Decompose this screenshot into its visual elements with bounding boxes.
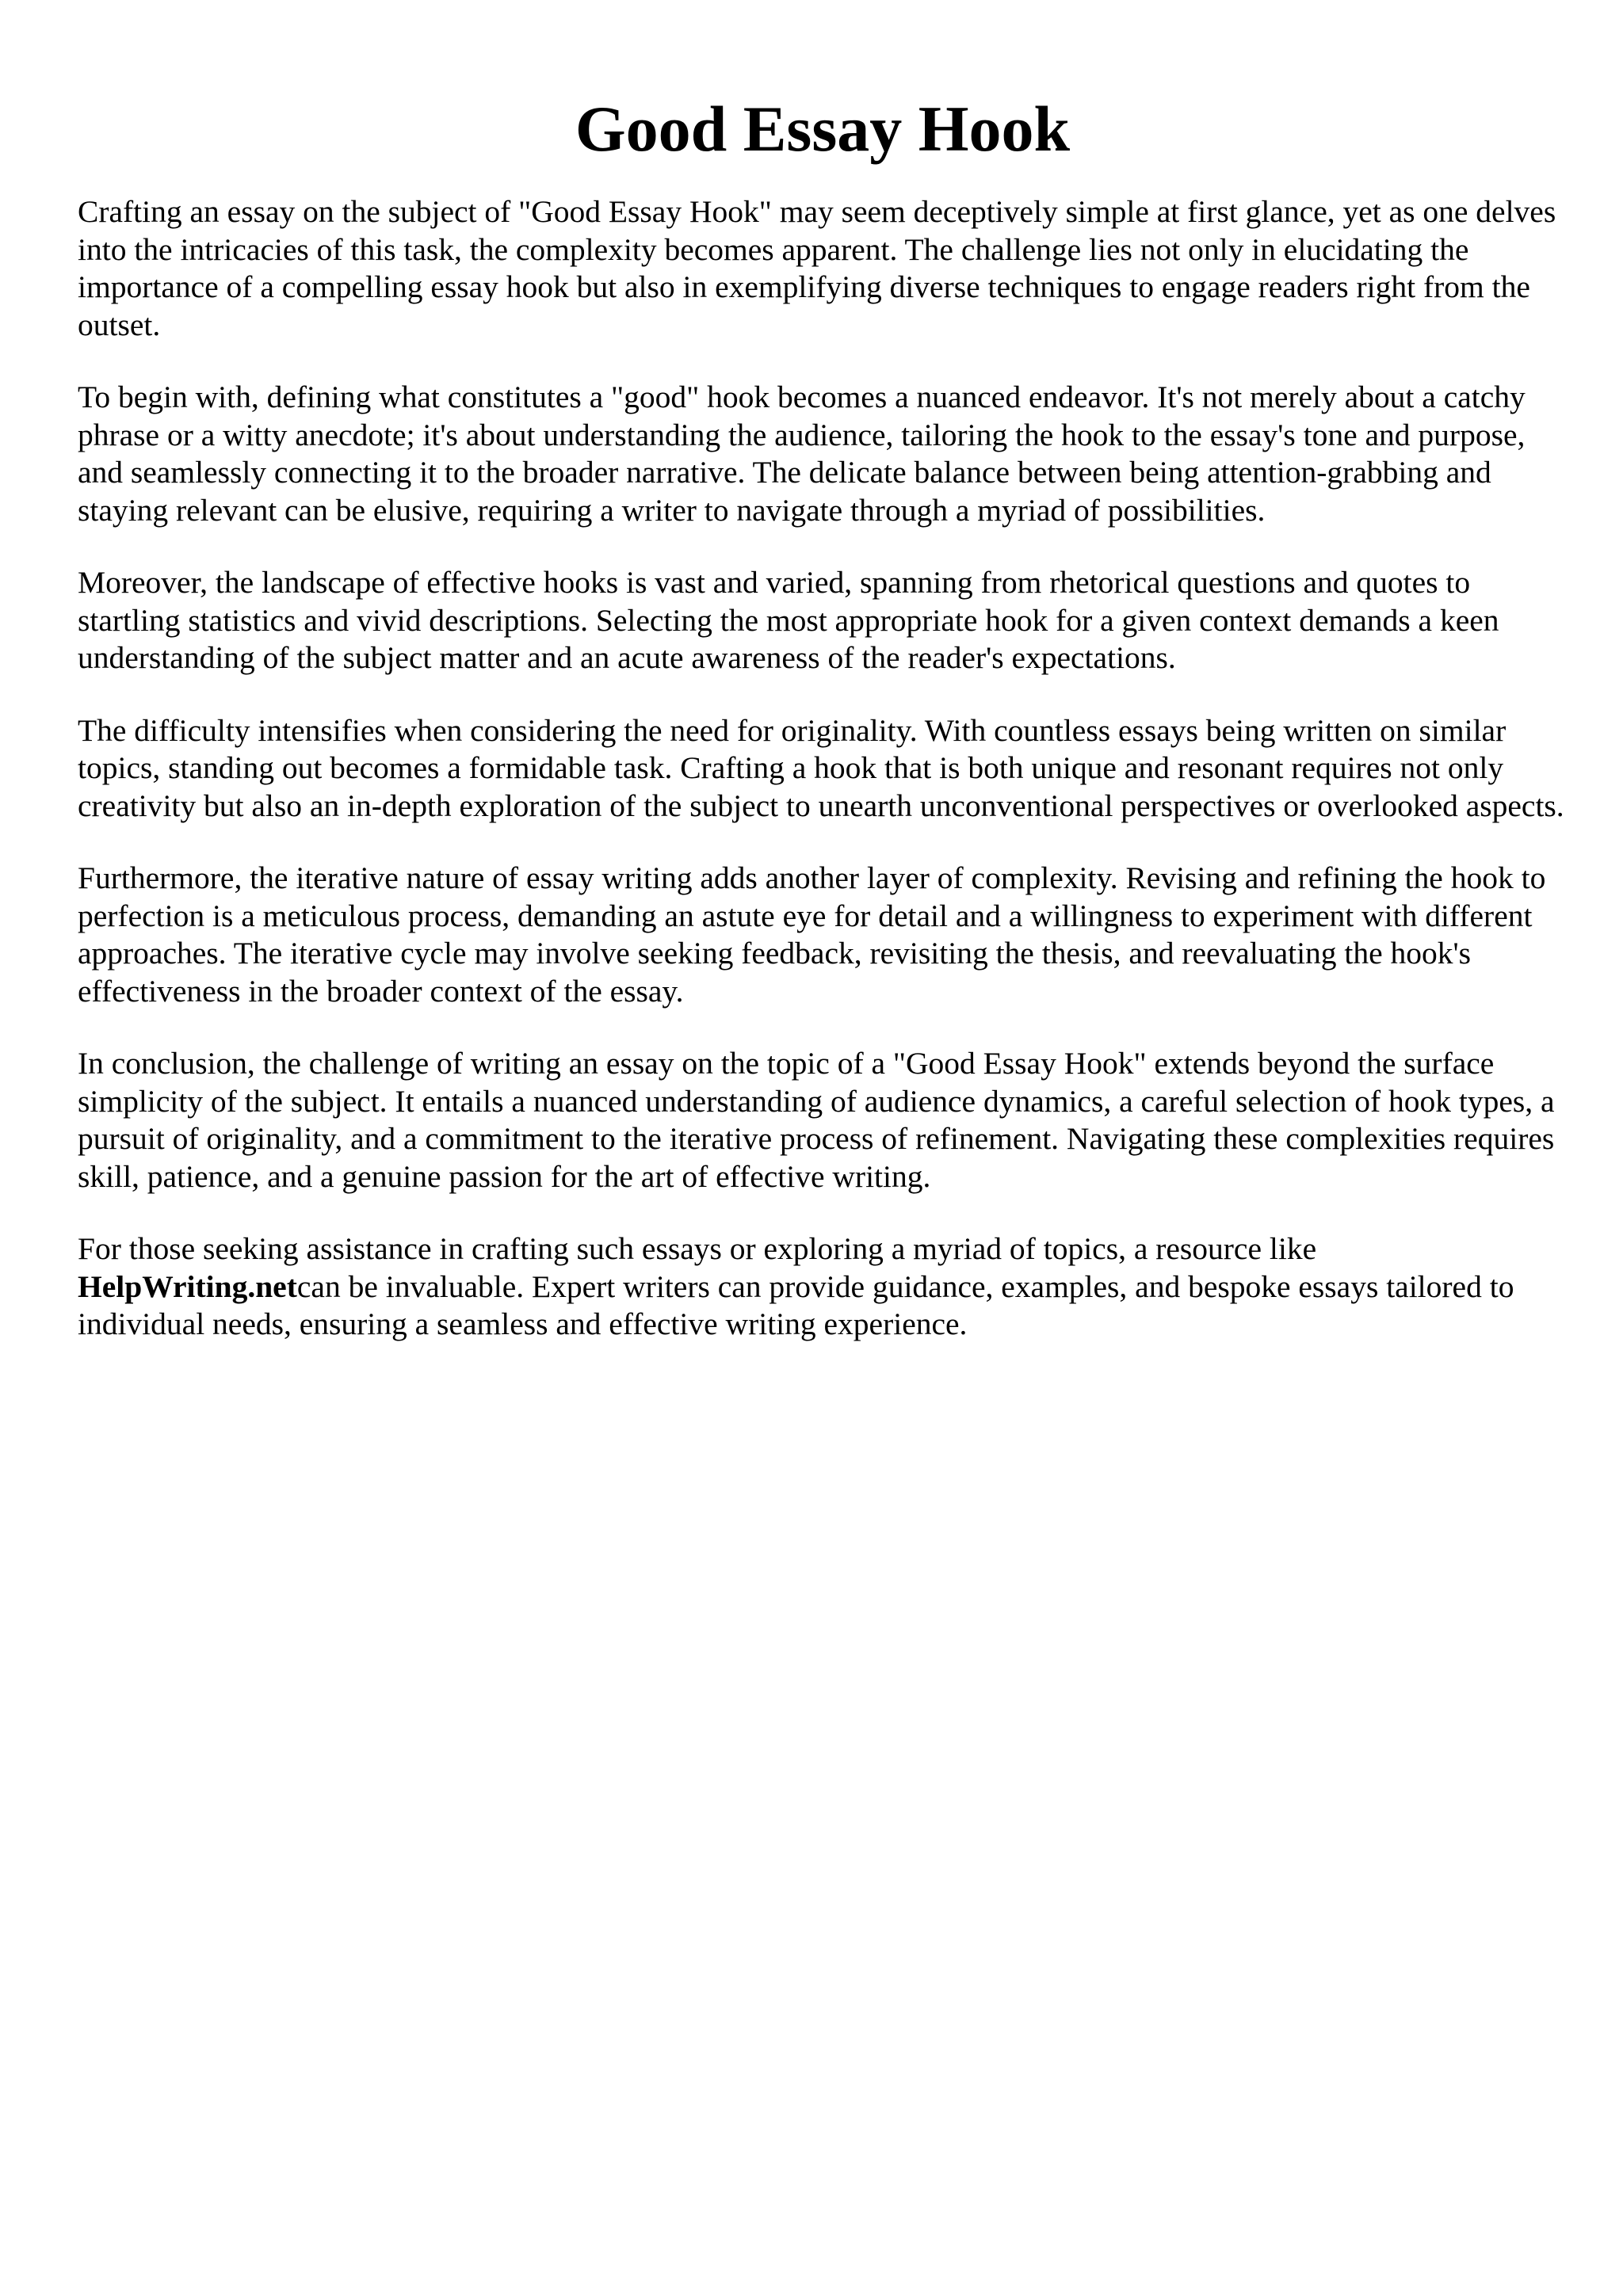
paragraph-resource — [78, 1230, 1568, 1344]
document-page — [78, 92, 1568, 1379]
paragraph-intro: Crafting an essay on the subject of "Good Essay Hook" may seem deceptively simple at first glance, yet as one delves into the intricacies of this task, the complexity becomes apparent. The challenge lies not only in elucidating the importance of a compelling essay hook but also in exemplifying diverse techniques to engage readers right from the outset. — [78, 194, 1556, 342]
paragraph-hook-landscape: Moreover, the landscape of effective hooks is vast and varied, spanning from rhetorical questions and quotes to startling statistics and vivid descriptions. Selecting the most appropriate hook for a given context demands a keen understanding of the subject matter and an acute awareness of the reader's expectations. — [78, 565, 1499, 676]
resource-rest-text: can be invaluable. Expert writers can provide guidance, examples, and bespoke essays tailored to individual needs, ensuring a seamless and effective writing experience. — [78, 1268, 1514, 1342]
paragraph-conclusion: In conclusion, the challenge of writing an essay on the topic of a "Good Essay Hook" extends beyond the surface simplicity of the subject. It entails a nuanced understanding of audience dynamics, a careful selection of hook types, a pursuit of originality, and a commitment to the iterative process of refinement. Navigating these complexities requires skill, patience, and a genuine passion for the art of effective writing. — [78, 1046, 1555, 1194]
page-title: Good Essay Hook — [575, 93, 1071, 165]
brand-name: HelpWriting.net — [78, 1268, 297, 1304]
paragraph-defining-hook: To begin with, defining what constitutes a "good" hook becomes a nuanced endeavor. It's not merely about a catchy phrase or a witty anecdote; it's about understanding the audience, tailoring the hook to the essay's tone and purpose, and seamlessly connecting it to the broader narrative. The delicate balance between being attention-grabbing and staying relevant can be elusive, requiring a writer to navigate through a myriad of possibilities. — [78, 379, 1526, 528]
resource-intro-text: For those seeking assistance in crafting such essays or exploring a myriad of topics, a resource like — [78, 1231, 1317, 1267]
paragraph-originality: The difficulty intensifies when considering the need for originality. With countless essays being written on similar topics, standing out becomes a formidable task. Crafting a hook that is both unique and resonant requires not only creativity but also an in-depth exploration of the subject to unearth unconventional perspectives or overlooked aspects. — [78, 712, 1564, 823]
paragraph-iteration: Furthermore, the iterative nature of essay writing adds another layer of complexity. Revising and refining the hook to perfection is a meticulous process, demanding an astute eye for detail and a willingness to experiment with different approaches. The iterative cycle may involve seeking feedback, revisiting the thesis, and reevaluating the hook's effectiveness in the broader context of the essay. — [78, 860, 1546, 1009]
